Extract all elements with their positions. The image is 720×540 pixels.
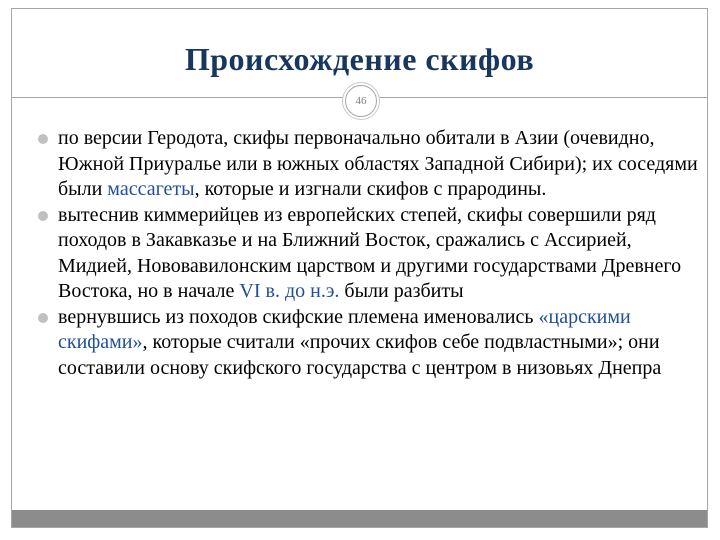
- slide-title: Происхождение скифов: [184, 41, 535, 77]
- bullet-dot-icon: [38, 211, 48, 221]
- bullet-text: вытеснив киммерийцев из европейских степей, скифы совершили ряд походов в Закавказье и на Ближний Восток, сражались с Ассирией, Мидией, Нововавилонским царством и другими государствами Древнего Востока, но в начале: [58, 203, 682, 302]
- bullet-item: [38, 203, 698, 305]
- bullet-text: вернувшись из походов скифские племена именовались: [58, 305, 539, 328]
- bullet-list: [38, 126, 698, 381]
- highlight-link[interactable]: «царскими скифами»: [58, 305, 631, 353]
- bullet-dot-icon: [38, 313, 48, 323]
- bullet-text: были разбиты: [339, 280, 464, 302]
- title-area: [12, 9, 707, 97]
- bullet-dot-icon: [38, 134, 48, 144]
- highlight-link[interactable]: VI в. до н.э.: [239, 280, 340, 302]
- bullet-text: , которые и изгнали скифов с прародины.: [194, 178, 547, 200]
- bullet-item: [38, 305, 698, 382]
- highlight-link[interactable]: массагеты: [107, 178, 195, 200]
- slide: [11, 8, 708, 528]
- bullet-text: , которые считали «прочих скифов себе подвластными»; они составили основу скифского государства с центром в низовьях Днепра: [58, 331, 662, 379]
- footer-bar: [12, 510, 707, 527]
- slide-number-badge: 46: [345, 85, 377, 117]
- bullet-text: по версии Геродота, скифы первоначально обитали в Азии (очевидно, Южной Приуралье или в южных областях Западной Сибири); их соседями были: [58, 127, 698, 200]
- bullet-item: [38, 126, 698, 203]
